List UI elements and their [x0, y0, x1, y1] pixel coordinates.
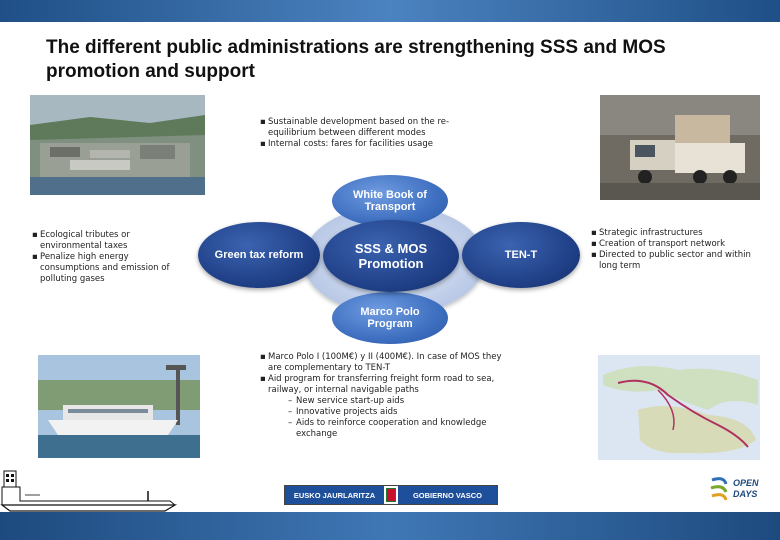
white-book-label: White Book of Transport — [353, 189, 427, 213]
slide-title: The different public administrations are strengthening SSS and MOS promotion and support — [46, 37, 666, 82]
note-item: ▪ Creation of transport network — [591, 239, 751, 250]
coat-of-arms-icon — [384, 486, 398, 504]
open-days-text-2: DAYS — [733, 489, 758, 499]
green-tax-node — [198, 222, 320, 288]
note-item: ▪ Directed to public sector and within long term — [591, 250, 751, 272]
ten-t-label: TEN-T — [504, 249, 538, 261]
sss-mos-node — [323, 220, 459, 292]
note-item: ▪ Penalize high energy consumptions and emission of polluting gases — [32, 252, 182, 285]
ferry-photo — [38, 355, 200, 458]
ship-drawing-icon — [0, 465, 185, 515]
note-item: ▪ Strategic infrastructures — [591, 228, 751, 239]
green-tax-notes — [32, 230, 182, 285]
truck-ship-photo — [600, 95, 760, 200]
note-subitem: – Aids to reinforce cooperation and knowledge exchange — [260, 418, 510, 440]
ten-t-node — [462, 222, 580, 288]
ten-t-notes — [591, 228, 751, 272]
marco-polo-node — [332, 292, 448, 344]
swirl-icon — [708, 474, 730, 506]
top-banner — [0, 0, 780, 22]
open-days-logo — [708, 470, 768, 508]
note-item: ▪ Sustainable development based on the re-equilibrium between different modes — [260, 117, 485, 139]
note-item: ▪ Aid program for transferring freight form road to sea, railway, or internal navigable paths — [260, 374, 510, 396]
sss-mos-label: SSS & MOS Promotion — [354, 241, 428, 271]
route-map-image — [598, 355, 760, 460]
white-book-notes — [260, 117, 485, 150]
note-subitem: – Innovative projects aids — [260, 407, 510, 418]
marco-polo-label: Marco Polo Program — [360, 306, 420, 330]
note-subitem: – New service start-up aids — [260, 396, 510, 407]
green-tax-label: Green tax reform — [214, 249, 304, 261]
port-aerial-photo — [30, 95, 205, 195]
basque-government-logo — [284, 485, 498, 505]
logo-text-basque: EUSKO JAURLARITZA — [285, 486, 384, 504]
note-item: ▪ Marco Polo I (100M€) y II (400M€). In case of MOS they are complementary to TEN-T — [260, 352, 510, 374]
marco-polo-notes — [260, 352, 510, 440]
open-days-text-1: OPEN — [733, 478, 759, 488]
note-item: ▪ Ecological tributes or environmental taxes — [32, 230, 182, 252]
bottom-banner — [0, 512, 780, 540]
note-item: ▪ Internal costs: fares for facilities usage — [260, 139, 485, 150]
logo-text-spanish: GOBIERNO VASCO — [398, 486, 497, 504]
